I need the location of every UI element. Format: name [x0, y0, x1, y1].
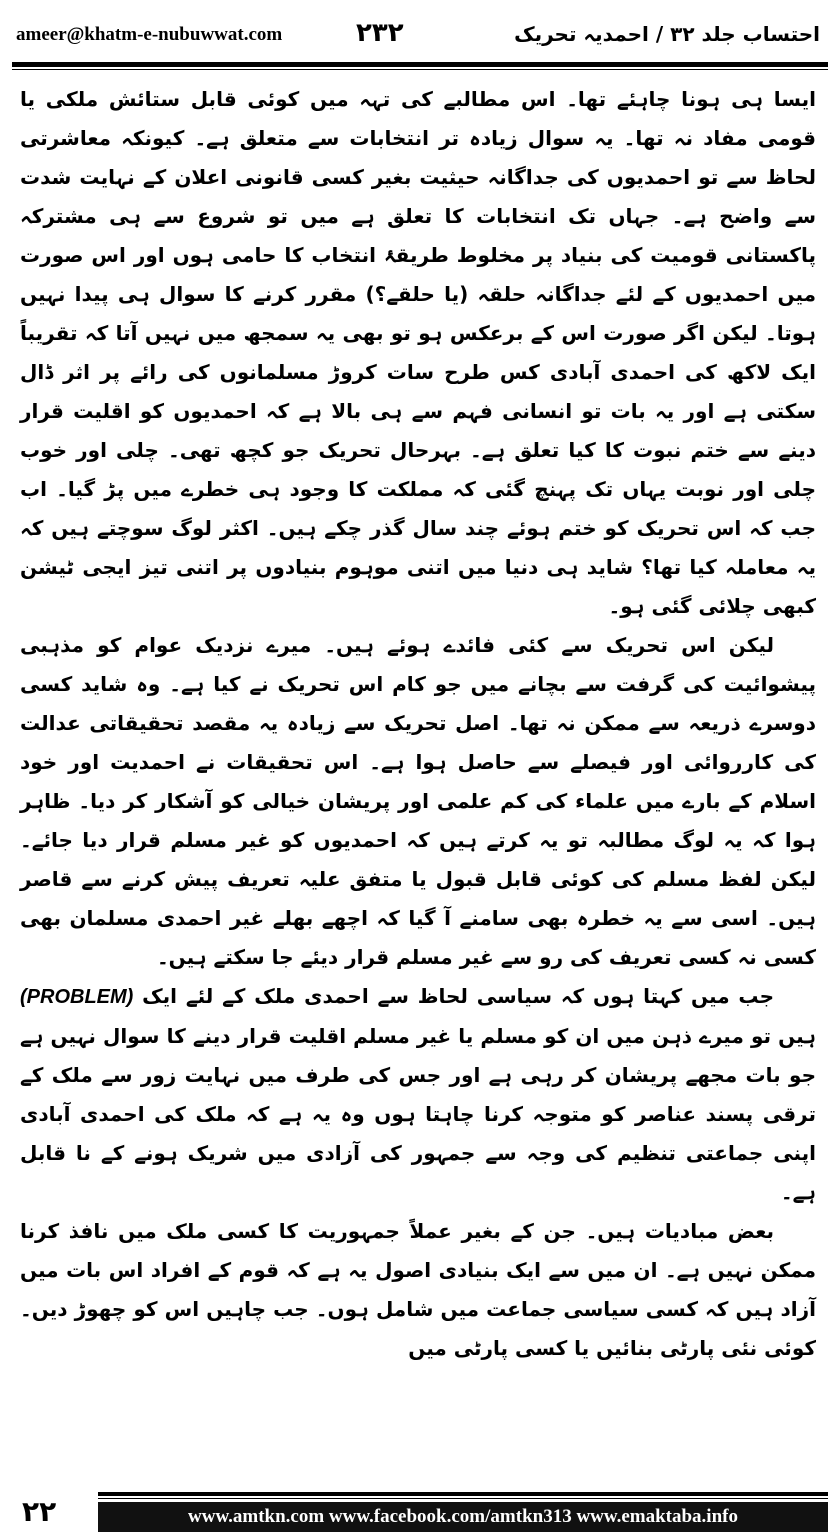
header-page-number: ۲۳۲: [356, 18, 404, 48]
paragraph-3: [20, 977, 816, 1212]
header-email: ameer@khatm-e-nubuwwat.com: [16, 24, 283, 45]
paragraph-2: لیکن اس تحریک سے کئی فائدے ہوئے ہیں۔ میرے نزدیک عوام کو مذہبی پیشوائیت کی گرفت سے بچانے میں جو کام اس تحریک نے کیا ہے۔ وہ شاید کسی دوسرے ذریعہ سے ممکن نہ تھا۔ اصل تحریک سے زیادہ یہ مقصد تحقیقاتی عدالت کی کارروائی اور فیصلے سے حاصل ہوا ہے۔ اس تحقیقات نے احمدیت اور خود اسلام کے بارے میں علماء کی کم علمی اور پریشان خیالی کو آشکار کر دیا۔ ظاہر ہوا کہ یہ لوگ مطالبہ تو یہ کرتے ہیں کہ احمدیوں کو غیر مسلم قرار دیا جائے۔ لیکن لفظ مسلم کی کوئی قابل قبول یا متفق علیہ تعریف پیش کرنے سے قاصر ہیں۔ اسی سے یہ خطرہ بھی سامنے آ گیا کہ اچھے بھلے غیر احمدی مسلمان بھی کسی نہ کسی تعریف کی رو سے غیر مسلم قرار دیئے جا سکتے ہیں۔: [20, 633, 817, 969]
footer-links: www.amtkn.com www.facebook.com/amtkn313 www.emaktaba.info: [98, 1502, 828, 1532]
problem-term: (PROBLEM): [20, 986, 134, 1008]
header-rule-thick: [12, 62, 828, 67]
footer-rule-thin: [98, 1498, 828, 1499]
paragraph-3-start: جب میں کہتا ہوں کہ سیاسی لحاظ سے احمدی ملک کے لئے ایک: [142, 984, 774, 1008]
page-header: [16, 18, 824, 54]
footer-rule-thick: [98, 1492, 828, 1496]
paragraph-1: ایسا ہی ہونا چاہئے تھا۔ اس مطالبے کی تہہ میں کوئی قابل ستائش ملکی یا قومی مفاد نہ تھا۔ یہ سوال زیادہ تر انتخابات سے متعلق ہے۔ کیونکہ معاشرتی لحاظ سے تو احمدیوں کی جداگانہ حیثیت بغیر کسی قانونی اعلان کے نہایت شدت سے واضح ہے۔ جہاں تک انتخابات کا تعلق ہے میں تو شروع سے ہی مشترکہ پاکستانی قومیت کی بنیاد پر مخلوط طریقۂ انتخاب کا حامی ہوں اور اس صورت میں احمدیوں کے لئے جداگانہ حلقہ (یا حلقے؟) مقرر کرنے کا سوال ہی پیدا نہیں ہوتا۔ لیکن اگر صورت اس کے برعکس ہو تو بھی یہ سمجھ میں نہیں آتا کہ تقریباً ایک لاکھ کی احمدی آبادی کس طرح سات کروڑ مسلمانوں کی رائے پر اثر ڈال سکتی ہے اور یہ بات تو انسانی فہم سے ہی بالا ہے کہ احمدیوں کو اقلیت قرار دینے سے ختم نبوت کا کیا تعلق ہے۔ بہرحال تحریک جو کچھ تھی۔ چلی اور خوب چلی اور نوبت یہاں تک پہنچ گئی کہ مملکت کا وجود ہی خطرے میں پڑ گیا۔ اب جب کہ اس تحریک کو ختم ہوئے چند سال گذر چکے ہیں۔ اکثر لوگ سوچتے ہیں کہ یہ معاملہ کیا تھا؟ شاید ہی دنیا میں اتنی موہوم بنیادوں پر اتنی تیز ایجی ٹیشن کبھی چلائی گئی ہو۔: [20, 87, 816, 618]
running-title: احتساب جلد ۳۲ / احمدیہ تحریک: [514, 22, 820, 46]
page-footer: [12, 1492, 828, 1532]
footer-page-number: ۲۲: [22, 1495, 57, 1528]
paragraph-4: بعض مبادیات ہیں۔ جن کے بغیر عملاً جمہوریت کا کسی ملک میں نافذ کرنا ممکن نہیں ہے۔ ان میں سے ایک بنیادی اصول یہ ہے کہ قوم کے افراد اس بات میں آزاد ہیں کہ کسی سیاسی جماعت میں شامل ہوں۔ جب چاہیں اس کو چھوڑ دیں۔ کوئی نئی پارٹی بنائیں یا کسی پارٹی میں: [20, 1219, 816, 1360]
paragraph-3-rest: ہیں تو میرے ذہن میں ان کو مسلم یا غیر مسلم اقلیت قرار دینے کا سوال نہیں ہے جو بات مجھے پریشان کر رہی ہے اور جس کی طرف میں نہایت زور سے ملک کے ترقی پسند عناصر کو متوجہ کرنا چاہتا ہوں وہ یہ ہے کہ ملک کی احمدی آبادی اپنی جماعتی تنظیم کی وجہ سے جمہور کی آزادی میں شریک ہونے کے نا قابل ہے۔: [20, 1024, 816, 1204]
body-text: [20, 80, 816, 1368]
header-rule-thin: [12, 69, 828, 70]
